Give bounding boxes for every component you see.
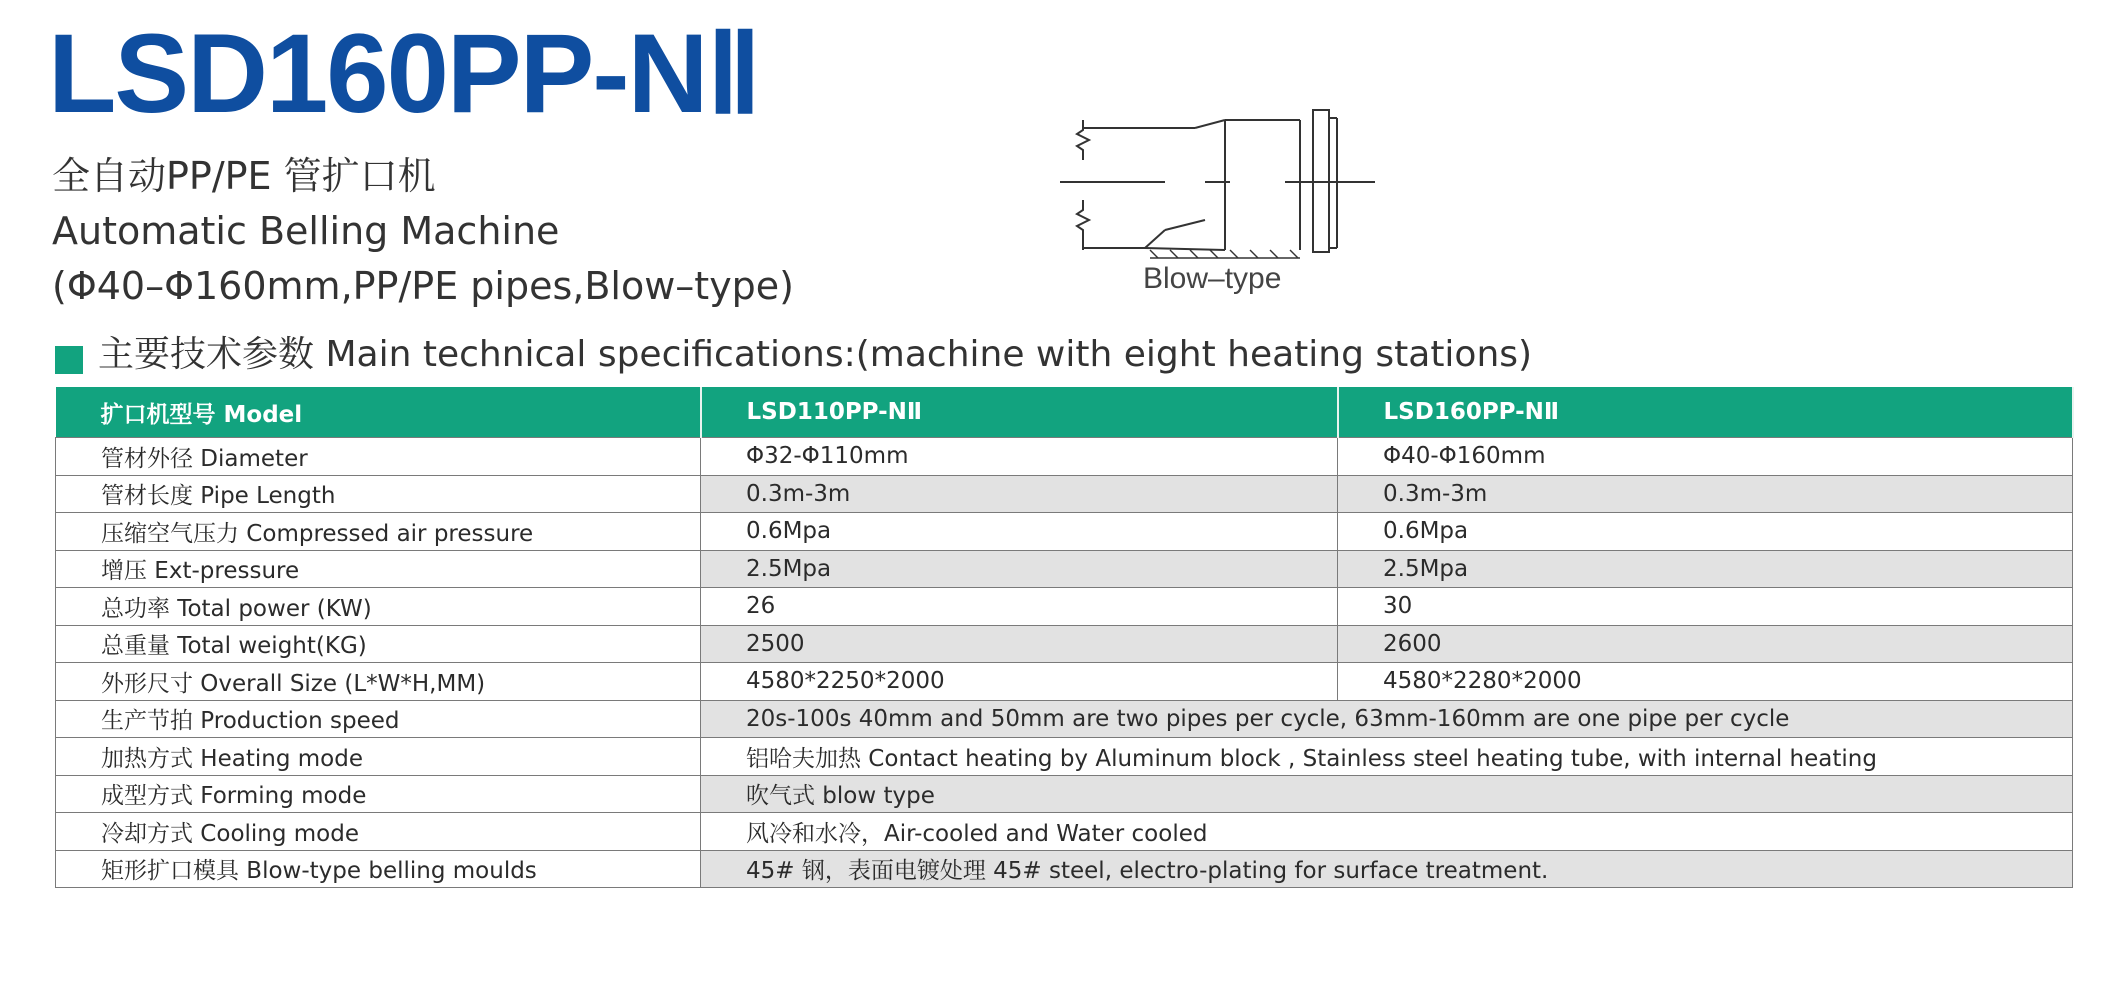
row-label: 成型方式 Forming mode: [56, 775, 701, 813]
section-title: 主要技术参数 Main technical specifications:(machine with eight heating stations): [98, 334, 1533, 375]
row-value-lsd160: 0.3m-3m: [1338, 475, 2073, 513]
table-row: [56, 738, 2073, 776]
row-value-lsd110: 26: [701, 588, 1338, 626]
row-value-lsd160: 2600: [1338, 625, 2073, 663]
table-row: [56, 550, 2073, 588]
row-value-lsd110: 2.5Mpa: [701, 550, 1338, 588]
row-value-lsd110: 0.3m-3m: [701, 475, 1338, 513]
row-label: 矩形扩口模具 Blow-type belling moulds: [56, 850, 701, 888]
specs-table: [55, 387, 2074, 888]
subtitle-english: Automatic Belling Machine: [52, 209, 560, 253]
table-header-row: [56, 387, 2073, 438]
header-model: 扩口机型号 Model: [56, 387, 701, 438]
header-lsd110: LSD110PP-NⅡ: [701, 387, 1338, 438]
row-value-shared: 风冷和水冷，Air-cooled and Water cooled: [701, 813, 2073, 851]
table-row: [56, 700, 2073, 738]
row-value-lsd110: 4580*2250*2000: [701, 663, 1338, 701]
row-value-shared: 吹气式 blow type: [701, 775, 2073, 813]
header-lsd160: LSD160PP-NⅡ: [1338, 387, 2073, 438]
diagram-caption: Blow–type: [1143, 262, 1282, 295]
table-row: [56, 775, 2073, 813]
row-value-shared: 20s-100s 40mm and 50mm are two pipes per cycle, 63mm-160mm are one pipe per cycle: [701, 700, 2073, 738]
row-label: 管材外径 Diameter: [56, 438, 701, 476]
row-value-lsd110: 2500: [701, 625, 1338, 663]
row-value-lsd160: 30: [1338, 588, 2073, 626]
model-title: LSD160PP-NⅡ: [48, 11, 760, 136]
table-row: [56, 663, 2073, 701]
table-row: [56, 513, 2073, 551]
row-value-lsd160: 0.6Mpa: [1338, 513, 2073, 551]
row-value-lsd160: Φ40-Φ160mm: [1338, 438, 2073, 476]
table-row: [56, 475, 2073, 513]
subtitle-range: (Φ40–Φ160mm,PP/PE pipes,Blow–type): [52, 264, 795, 308]
row-label: 冷却方式 Cooling mode: [56, 813, 701, 851]
subtitle-chinese: 全自动PP/PE 管扩口机: [52, 154, 436, 198]
row-label: 增压 Ext-pressure: [56, 550, 701, 588]
row-label: 压缩空气压力 Compressed air pressure: [56, 513, 701, 551]
row-value-shared: 45# 钢，表面电镀处理 45# steel, electro-plating for surface treatment.: [701, 850, 2073, 888]
table-row: [56, 438, 2073, 476]
row-label: 管材长度 Pipe Length: [56, 475, 701, 513]
row-value-lsd110: 0.6Mpa: [701, 513, 1338, 551]
row-label: 总重量 Total weight(KG): [56, 625, 701, 663]
row-value-lsd110: Φ32-Φ110mm: [701, 438, 1338, 476]
table-row: [56, 625, 2073, 663]
row-label: 生产节拍 Production speed: [56, 700, 701, 738]
row-label: 加热方式 Heating mode: [56, 738, 701, 776]
table-row: [56, 588, 2073, 626]
table-row: [56, 850, 2073, 888]
row-value-lsd160: 2.5Mpa: [1338, 550, 2073, 588]
section-marker: [55, 346, 83, 374]
row-value-lsd160: 4580*2280*2000: [1338, 663, 2073, 701]
row-label: 外形尺寸 Overall Size (L*W*H,MM): [56, 663, 701, 701]
row-value-shared: 铝哈夫加热 Contact heating by Aluminum block , Stainless steel heating tube, with internal heating: [701, 738, 2073, 776]
row-label: 总功率 Total power (KW): [56, 588, 701, 626]
table-row: [56, 813, 2073, 851]
